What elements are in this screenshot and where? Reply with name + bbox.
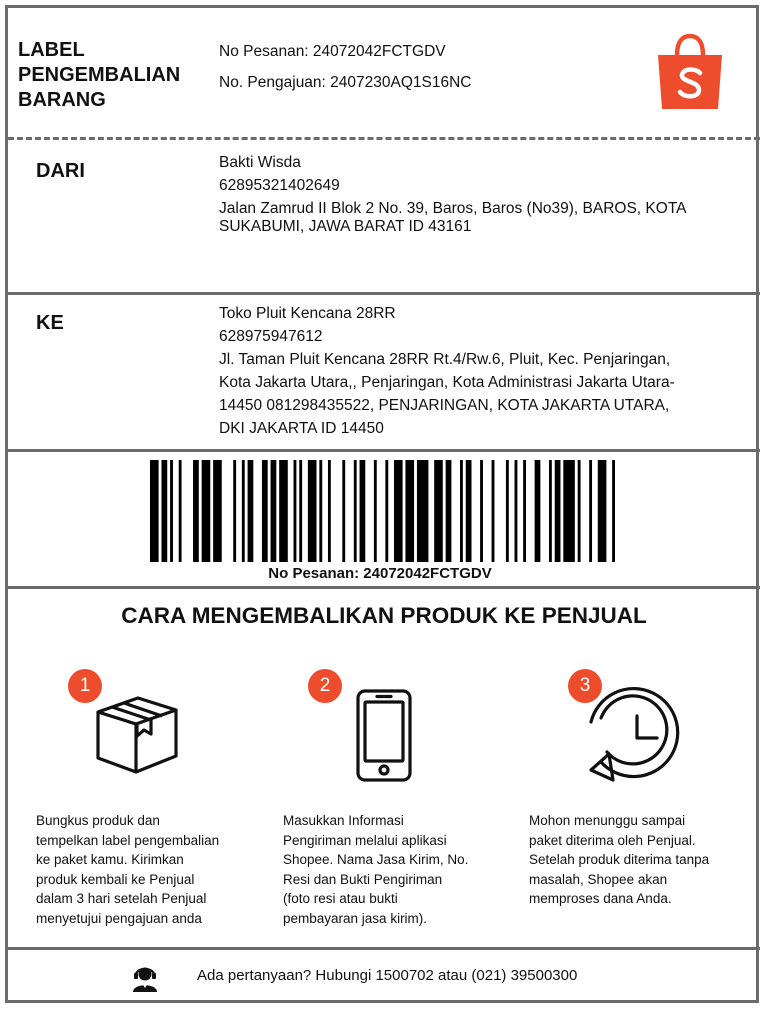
barcode-bar <box>492 460 495 562</box>
to-label: KE <box>36 312 64 334</box>
step-text-line: Bungkus produk dan <box>36 813 160 828</box>
sender-address: Jalan Zamrud II Blok 2 No. 39, Baros, Baros (No39), BAROS, KOTA SUKABUMI, JAWA BARAT ID 43161 <box>219 200 686 235</box>
barcode-bar <box>612 460 615 562</box>
barcode-bar <box>150 460 159 562</box>
step-text-line: memproses dana Anda. <box>529 891 672 906</box>
barcode-bar <box>515 460 518 562</box>
step-text-line: (foto resi atau bukti <box>283 891 398 906</box>
barcode-bar <box>555 460 561 562</box>
order-number: No Pesanan: 24072042FCTGDV <box>219 43 446 60</box>
barcode <box>150 460 615 562</box>
title-line: PENGEMBALIAN <box>18 64 181 86</box>
label-title <box>18 38 208 113</box>
instructions-divider <box>8 947 760 950</box>
smartphone-icon <box>355 688 413 783</box>
barcode-bar <box>242 460 245 562</box>
barcode-bar <box>193 460 199 562</box>
sender-block <box>219 154 729 236</box>
shopee-bag-icon <box>654 33 726 111</box>
barcode-bar <box>360 460 366 562</box>
barcode-bar <box>299 460 302 562</box>
barcode-bar <box>480 460 483 562</box>
barcode-bar <box>385 460 388 562</box>
header-divider <box>8 137 760 140</box>
barcode-bar <box>589 460 592 562</box>
package-box-icon <box>94 692 180 776</box>
barcode-bar <box>578 460 581 562</box>
barcode-bar <box>354 460 357 562</box>
barcode-bar <box>271 460 277 562</box>
barcode-bar <box>405 460 414 562</box>
step-text-line: menyetujui pengajuan anda <box>36 910 202 926</box>
sender-name: Bakti Wisda <box>219 154 301 171</box>
barcode-bar <box>434 460 443 562</box>
barcode-bar <box>161 460 167 562</box>
customer-service-icon <box>131 964 159 992</box>
barcode-bar <box>523 460 526 562</box>
recipient-name: Toko Pluit Kencana 28RR <box>219 305 396 322</box>
barcode-bar <box>374 460 377 562</box>
step-text-line: tempelkan label pengembalian <box>36 832 220 848</box>
recipient-phone: 628975947612 <box>219 328 323 345</box>
step-number-badge: 3 <box>568 669 602 703</box>
barcode-bar <box>179 460 182 562</box>
barcode-bar <box>248 460 254 562</box>
barcode-bar <box>319 460 322 562</box>
step-text-line: Masukkan Informasi <box>283 813 404 828</box>
barcode-bar <box>466 460 472 562</box>
step-1-text <box>36 811 241 928</box>
barcode-bar <box>394 460 403 562</box>
barcode-bar <box>328 460 331 562</box>
step-3-text <box>529 811 744 909</box>
barcode-bar <box>506 460 509 562</box>
to-divider <box>8 449 760 452</box>
recipient-address-line: Kota Jakarta Utara,, Penjaringan, Kota Administrasi Jakarta Utara- <box>219 374 675 391</box>
step-text-line: Setelah produk diterima tanpa <box>529 852 710 867</box>
step-text-line: pembayaran jasa kirim). <box>283 910 428 926</box>
step-text-line: Shopee. Nama Jasa Kirim, No. <box>283 852 469 867</box>
clock-refund-icon <box>583 682 689 784</box>
barcode-bar <box>563 460 574 562</box>
step-text-line: produk kembali ke Penjual <box>36 871 195 887</box>
from-divider <box>8 292 760 295</box>
step-text-line: ke paket kamu. Kirimkan <box>36 852 184 867</box>
barcode-caption: No Pesanan: 24072042FCTGDV <box>268 565 492 582</box>
barcode-bar <box>294 460 297 562</box>
barcode-bar <box>342 460 345 562</box>
step-number-badge: 1 <box>68 669 102 703</box>
barcode-divider <box>8 586 760 589</box>
barcode-bar <box>535 460 541 562</box>
barcode-bar <box>262 460 268 562</box>
title-line: BARANG <box>18 89 106 111</box>
recipient-block <box>219 302 729 440</box>
barcode-bar <box>308 460 317 562</box>
barcode-bar <box>202 460 211 562</box>
step-text-line: paket diterima oleh Penjual. <box>529 832 696 848</box>
barcode-bar <box>170 460 173 562</box>
sender-phone: 62895321402649 <box>219 177 340 194</box>
step-text-line: Mohon menunggu sampai <box>529 813 686 828</box>
contact-info: Ada pertanyaan? Hubungi 1500702 atau (021) 39500300 <box>197 967 578 984</box>
step-text-line: Pengiriman melalui aplikasi <box>283 832 447 848</box>
instructions-title: CARA MENGEMBALIKAN PRODUK KE PENJUAL <box>121 603 647 628</box>
barcode-bar <box>233 460 236 562</box>
step-number-badge: 2 <box>308 669 342 703</box>
recipient-address-line: DKI JAKARTA ID 14450 <box>219 420 384 437</box>
from-label: DARI <box>36 160 85 182</box>
recipient-address-line: Jl. Taman Pluit Kencana 28RR Rt.4/Rw.6, Pluit, Kec. Penjaringan, <box>219 351 671 368</box>
barcode-bar <box>549 460 552 562</box>
barcode-bar <box>446 460 452 562</box>
recipient-address-line: 14450 081298435522, PENJARINGAN, KOTA JAKARTA UTARA, <box>219 397 670 414</box>
step-2-text <box>283 811 488 928</box>
barcode-bar <box>213 460 222 562</box>
step-text-line: dalam 3 hari setelah Penjual <box>36 891 207 906</box>
barcode-bar <box>598 460 607 562</box>
request-number: No. Pengajuan: 2407230AQ1S16NC <box>219 74 472 91</box>
step-text-line: masalah, Shopee akan <box>529 871 668 887</box>
barcode-bar <box>279 460 288 562</box>
barcode-bar <box>417 460 428 562</box>
title-line: LABEL <box>18 39 85 61</box>
step-text-line: Resi dan Bukti Pengiriman <box>283 871 443 887</box>
barcode-bar <box>460 460 463 562</box>
